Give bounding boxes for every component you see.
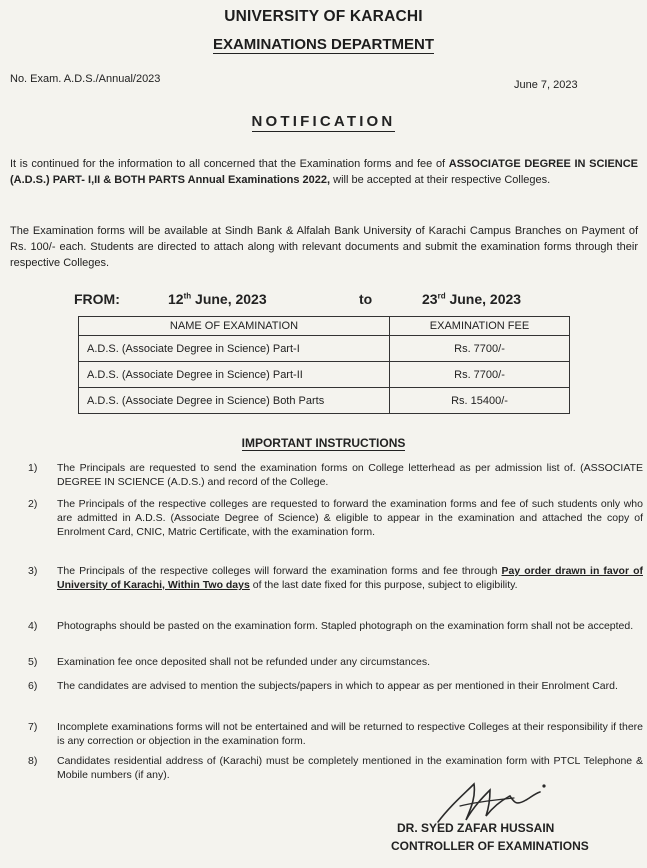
exam-name: A.D.S. (Associate Degree in Science) Part-II bbox=[79, 362, 390, 388]
instruction-number: 4) bbox=[28, 620, 38, 632]
paragraph-forms-availability: The Examination forms will be available at Sindh Bank & Alfalah Bank University of Karachi Campus Branches on Payment of Rs. 100/- each. Students are directed to attach along with relevant documents and submit the examination forms through their respective Colleges. bbox=[10, 225, 638, 269]
instruction-text: Incomplete examinations forms will not be entertained and will be returned to respective Colleges at their responsibility if there is any correction or objection in the examination form. bbox=[57, 721, 643, 747]
instruction-text: The candidates are advised to mention the subjects/papers in which to appear as per mentioned in their Enrolment Card. bbox=[57, 680, 618, 692]
instruction-text: The Principals of the respective colleges will forward the examination forms and fee through Pay order drawn in favor of University of Karachi, Within Two days of the last date fixed for this purpose, subject to eligibility. bbox=[57, 565, 643, 591]
instruction-number: 1) bbox=[28, 462, 38, 474]
exam-name: A.D.S. (Associate Degree in Science) Both Parts bbox=[79, 388, 390, 414]
exam-fee: Rs. 7700/- bbox=[390, 362, 570, 388]
notification-date: June 7, 2023 bbox=[514, 79, 578, 91]
to-label: to bbox=[359, 291, 373, 307]
instruction-text: Photographs should be pasted on the examination form. Stapled photograph on the examination form shall not be accepted. bbox=[57, 620, 634, 632]
department-name: EXAMINATIONS DEPARTMENT bbox=[212, 36, 435, 53]
header-name-of-examination: NAME OF EXAMINATION bbox=[79, 317, 390, 336]
from-label: FROM: bbox=[74, 291, 120, 307]
instruction-number: 5) bbox=[28, 656, 38, 668]
instruction-number: 2) bbox=[28, 498, 38, 510]
signatory-name: DR. SYED ZAFAR HUSSAIN bbox=[397, 821, 555, 835]
table-row bbox=[79, 388, 570, 414]
reference-number: No. Exam. A.D.S./Annual/2023 bbox=[10, 73, 161, 85]
paragraph-forms-accepted: It is continued for the information to all concerned that the Examination forms and fee of ASSOCIATGE DEGREE IN SCIENCE (A.D.S.) PART- I,II & BOTH PARTS Annual Examinations 2022, will be accepted at their respective Colleges. bbox=[10, 158, 639, 186]
instruction-number: 8) bbox=[28, 755, 38, 767]
instruction-text: Examination fee once deposited shall not be refunded under any circumstances. bbox=[57, 656, 430, 668]
notification-title: NOTIFICATION bbox=[251, 113, 396, 130]
instruction-text: Candidates residential address of (Karachi) must be completely mentioned in the examination form with PTCL Telephone & Mobile numbers (if any). bbox=[57, 755, 643, 781]
instruction-text: The Principals are requested to send the examination forms on College letterhead as per admission list of. (ASSOCIATE DEGREE IN SCIENCE (A.D.S.) and record of the College. bbox=[57, 462, 643, 488]
fee-table bbox=[78, 316, 570, 414]
instruction-number: 7) bbox=[28, 721, 38, 733]
signatory-title: CONTROLLER OF EXAMINATIONS bbox=[391, 839, 589, 853]
instruction-number: 6) bbox=[28, 680, 38, 692]
exam-name: A.D.S. (Associate Degree in Science) Part-I bbox=[79, 336, 390, 362]
instruction-number: 3) bbox=[28, 565, 38, 577]
instructions-heading: IMPORTANT INSTRUCTIONS bbox=[241, 436, 406, 450]
exam-fee: Rs. 15400/- bbox=[390, 388, 570, 414]
table-row bbox=[79, 336, 570, 362]
from-date: 12th June, 2023 bbox=[168, 291, 267, 307]
exam-fee: Rs. 7700/- bbox=[390, 336, 570, 362]
university-name: UNIVERSITY OF KARACHI bbox=[224, 8, 423, 25]
table-row bbox=[79, 362, 570, 388]
header-examination-fee: EXAMINATION FEE bbox=[390, 317, 570, 336]
fee-table-header bbox=[79, 317, 570, 336]
instruction-text: The Principals of the respective colleges are requested to forward the examination forms and fee of such students only who are admitted in A.D.S. (Associate Degree of Science) & eligible to appear in the examination and attached the copy of Enrolment Card, CNIC, Matric Certificate, with the examination form. bbox=[57, 498, 643, 538]
to-date: 23rd June, 2023 bbox=[422, 291, 522, 307]
